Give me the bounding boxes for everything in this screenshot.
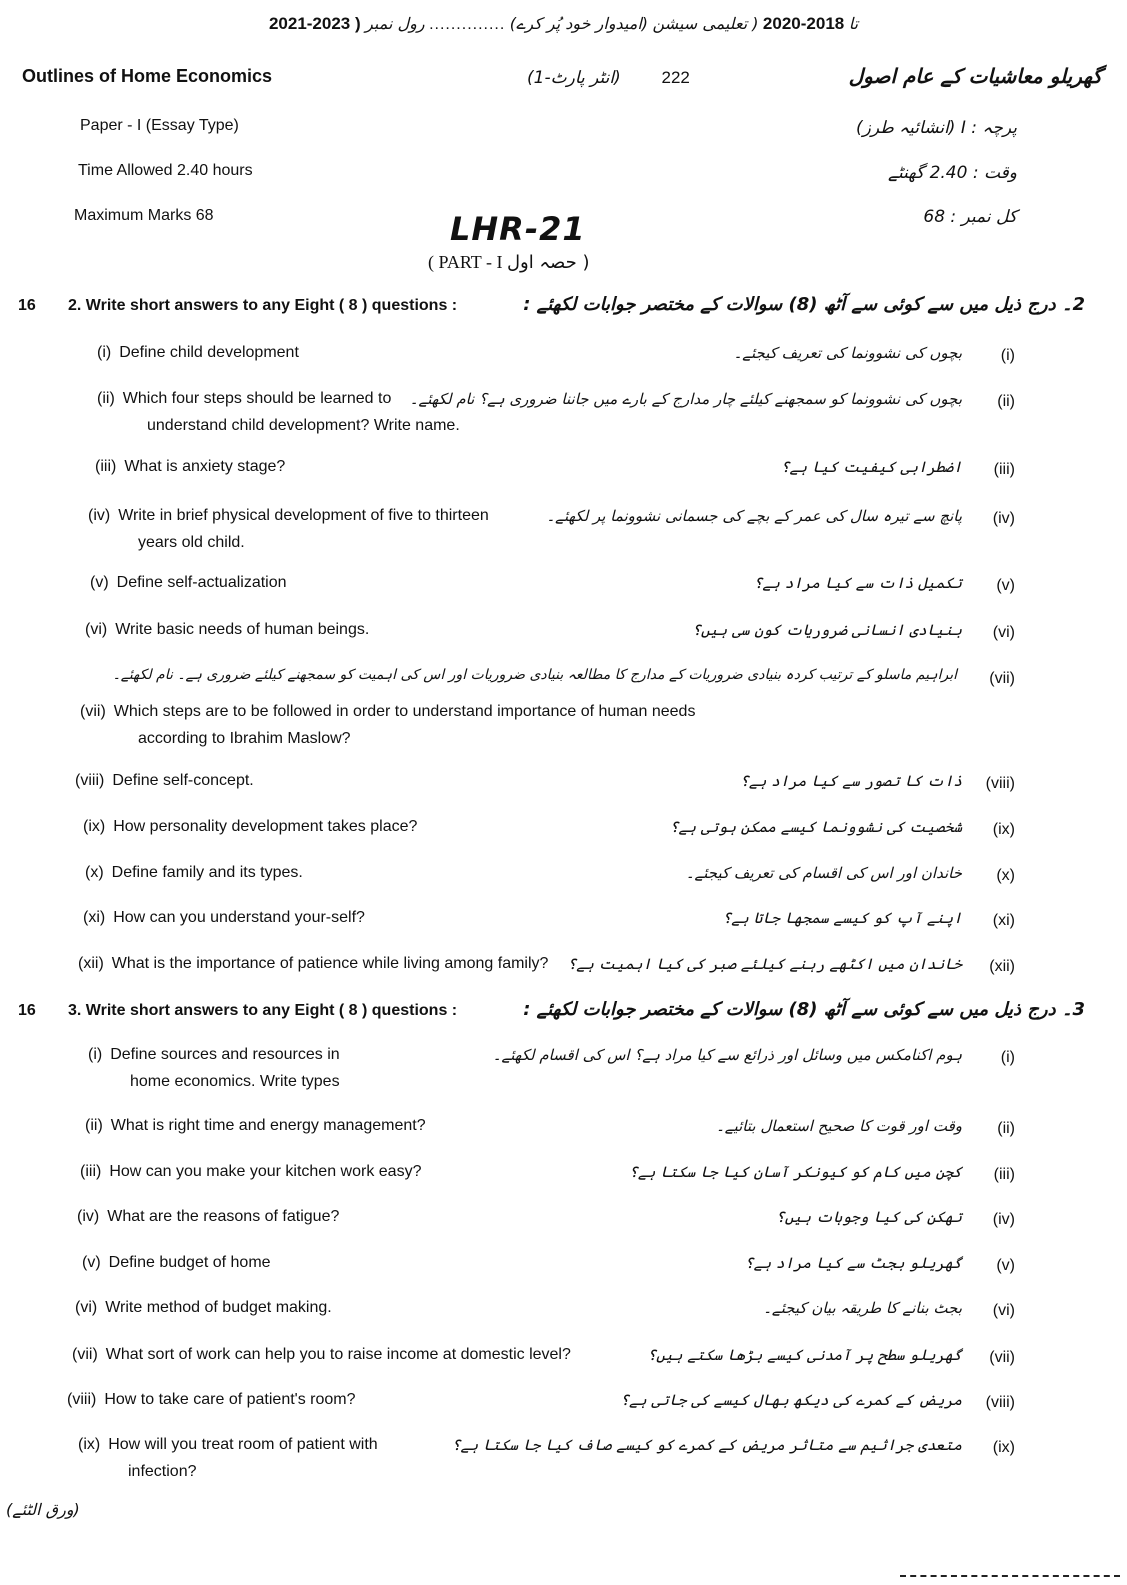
question-item-en xyxy=(85,621,369,639)
question-text-en-continued: home economics. Write types xyxy=(130,1073,340,1090)
session-year-1: 2018-2020 xyxy=(762,14,845,33)
question-item-en xyxy=(85,1117,426,1135)
paper-type-en: Paper - I (Essay Type) xyxy=(80,117,239,134)
question-number-en: (viii) xyxy=(67,1391,97,1408)
question-text-ur: گھریلو سطح پر آمدنی کیسے بڑھا سکتے ہیں؟ xyxy=(647,1346,962,1364)
question-item-en xyxy=(90,574,287,592)
session-label: ( تعلیمی سیشن xyxy=(652,14,759,33)
roll-note: (امیدوار خود پُر کرے) xyxy=(509,14,649,33)
question-number-ur: (iii) xyxy=(993,461,1015,478)
question-number-en: (v) xyxy=(90,574,109,591)
question-number-ur: (v) xyxy=(996,1257,1015,1274)
question-number-en: (iii) xyxy=(80,1163,102,1180)
section-2-marks: 16 xyxy=(18,297,36,314)
question-text-en: What sort of work can help you to raise income at domestic level? xyxy=(105,1346,571,1363)
question-number-ur: (ix) xyxy=(992,821,1015,838)
question-text-ur: مریض کے کمرے کی دیکھ بھال کیسے کی جاتی ہے؟ xyxy=(620,1391,962,1409)
time-allowed-ur: وقت : 2.40 گھنٹے xyxy=(888,163,1017,183)
question-text-ur: ابراہیم ماسلو کے ترتیب کردہ بنیادی ضروریات کے مدارج کا مطالعہ بنیادی ضروریات اور اس کی اہمیت کو سمجھنے کیلئے ضروری ہے۔ نام لکھئے۔ xyxy=(112,667,957,683)
question-number-ur: (iv) xyxy=(992,1211,1015,1228)
subject-title-en: Outlines of Home Economics xyxy=(22,66,273,86)
question-number-en: (vi) xyxy=(75,1299,98,1316)
roll-number-blank: .............. xyxy=(429,16,506,33)
part-heading-ur: حصہ اول ) xyxy=(506,252,590,273)
question-number-en: (x) xyxy=(85,864,104,881)
question-text-ur: تھکن کی کیا وجوہات ہیں؟ xyxy=(775,1208,962,1226)
question-text-en-continued: infection? xyxy=(128,1463,197,1480)
question-text-ur: بچوں کی نشوونما کو سمجھنے کیلئے چار مدارج کے بارے میں جاننا ضروری ہے؟ نام لکھئے۔ xyxy=(409,390,962,408)
question-number-en: (iii) xyxy=(95,458,117,475)
question-item-en xyxy=(83,909,365,927)
session-and: تا xyxy=(848,14,859,33)
question-number-ur: (v) xyxy=(996,577,1015,594)
question-text-ur: ہوم اکنامکس میں وسائل اور ذرائع سے کیا مراد ہے؟ اس کی اقسام لکھئے۔ xyxy=(492,1046,962,1064)
section-2-heading-ur: 2۔ درج ذیل میں سے کوئی سے آٹھ (8) سوالات کے مختصر جوابات لکھئے : xyxy=(523,294,1085,315)
question-text-ur: اپنے آپ کو کیسے سمجھا جاتا ہے؟ xyxy=(722,909,962,927)
question-item-en xyxy=(97,390,391,408)
session-header xyxy=(0,14,1127,34)
part-heading xyxy=(428,252,589,273)
question-text-en: Define self-actualization xyxy=(116,574,287,591)
question-number-en: (iv) xyxy=(77,1208,100,1225)
question-text-en: How will you treat room of patient with xyxy=(108,1436,378,1453)
question-number-ur: (iii) xyxy=(993,1166,1015,1183)
question-item-en xyxy=(67,1391,356,1409)
question-item-en xyxy=(77,1208,339,1226)
board-stamp: LHR-21 xyxy=(450,210,586,248)
question-number-en: (ix) xyxy=(83,818,106,835)
question-item-en xyxy=(78,1436,378,1454)
question-text-en: How can you make your kitchen work easy? xyxy=(109,1163,422,1180)
question-number-en: (viii) xyxy=(75,772,105,789)
question-text-ur: تکمیل ذات سے کیا مراد ہے؟ xyxy=(753,574,962,592)
question-number-en: (vii) xyxy=(80,703,106,720)
question-number-en: (v) xyxy=(82,1254,101,1271)
section-3-heading-en xyxy=(68,1002,457,1020)
paper-code-ur: (انٹر پارٹ-1) xyxy=(527,68,621,88)
question-item-en xyxy=(88,507,489,525)
question-number-ur: (i) xyxy=(1000,347,1015,364)
question-number-en: (xi) xyxy=(83,909,106,926)
question-number-en: (i) xyxy=(97,344,112,361)
question-text-en: Define family and its types. xyxy=(111,864,303,881)
question-item-en xyxy=(97,344,299,362)
max-marks-en: Maximum Marks 68 xyxy=(74,207,214,224)
question-item-en xyxy=(88,1046,340,1064)
question-item-en xyxy=(75,772,254,790)
question-number-ur: (vi) xyxy=(992,624,1015,641)
question-number-en: (ii) xyxy=(85,1117,103,1134)
question-item-en xyxy=(75,1299,332,1317)
question-number-ur: (vii) xyxy=(989,670,1015,687)
question-number-ur: (ii) xyxy=(997,393,1015,410)
section-2-number: 2. xyxy=(68,297,82,314)
question-number-en: (vii) xyxy=(72,1346,98,1363)
question-number-ur: (iv) xyxy=(992,510,1015,527)
question-text-ur: ذات کا تصور سے کیا مراد ہے؟ xyxy=(740,772,962,790)
question-text-en: What are the reasons of fatigue? xyxy=(107,1208,340,1225)
question-text-en: Write method of budget making. xyxy=(105,1299,332,1316)
question-text-en: Write basic needs of human beings. xyxy=(115,621,370,638)
section-3-number: 3. xyxy=(68,1002,82,1019)
question-text-en: How personality development takes place? xyxy=(113,818,418,835)
question-number-ur: (xii) xyxy=(989,958,1015,975)
question-text-en: Define child development xyxy=(119,344,299,361)
question-text-ur: متعدی جراثیم سے متاثر مریض کے کمرے کو کیسے صاف کیا جا سکتا ہے؟ xyxy=(451,1436,962,1454)
paper-code-number: 222 xyxy=(661,68,690,87)
question-number-en: (vi) xyxy=(85,621,108,638)
question-number-en: (xii) xyxy=(78,955,104,972)
question-text-ur: کچن میں کام کو کیونکر آسان کیا جا سکتا ہے؟ xyxy=(629,1163,962,1181)
question-number-ur: (viii) xyxy=(985,775,1015,792)
session-year-2: 2021-2023 ) xyxy=(268,14,361,33)
question-item-en xyxy=(78,955,548,973)
question-item-en xyxy=(82,1254,271,1272)
paper-type-ur: پرچہ : I (انشائیہ طرز) xyxy=(856,118,1017,138)
question-number-en: (ix) xyxy=(78,1436,101,1453)
turn-over-note: (ورق الٹئے) xyxy=(6,1500,80,1519)
question-text-en-continued: understand child development? Write name. xyxy=(147,417,460,434)
question-text-en: Define self-concept. xyxy=(112,772,254,789)
question-text-ur: خاندان میں اکٹھے رہنے کیلئے صبر کی کیا اہمیت ہے؟ xyxy=(567,955,962,973)
question-text-en-continued: according to Ibrahim Maslow? xyxy=(138,730,351,747)
question-item-en xyxy=(72,1346,571,1364)
question-number-ur: (viii) xyxy=(985,1394,1015,1411)
question-text-ur: خاندان اور اس کی اقسام کی تعریف کیجئے۔ xyxy=(685,864,962,882)
question-text-ur: گھریلو بجٹ سے کیا مراد ہے؟ xyxy=(744,1254,962,1272)
question-text-en: Write in brief physical development of five to thirteen xyxy=(118,507,489,524)
subject-title-ur: گھریلو معاشیات کے عام اصول xyxy=(848,64,1102,88)
question-item-en xyxy=(83,818,417,836)
question-text-en: What is anxiety stage? xyxy=(124,458,286,475)
question-item-en xyxy=(80,703,695,721)
question-item-en xyxy=(85,864,303,882)
question-item-en xyxy=(80,1163,421,1181)
paper-code xyxy=(527,68,690,88)
question-number-en: (ii) xyxy=(97,390,115,407)
question-number-ur: (ix) xyxy=(992,1439,1015,1456)
question-text-ur: پانچ سے تیرہ سال کی عمر کے بچے کی جسمانی نشوونما پر لکھئے۔ xyxy=(546,507,962,525)
section-2-instruction: Write short answers to any Eight ( 8 ) questions : xyxy=(85,297,458,314)
question-item-en xyxy=(95,458,285,476)
question-text-en: What is the importance of patience while living among family? xyxy=(111,955,549,972)
question-number-ur: (xi) xyxy=(992,912,1015,929)
question-text-ur: وقت اور قوت کا صحیح استعمال بتائیے۔ xyxy=(716,1117,962,1135)
question-text-en: What is right time and energy management? xyxy=(110,1117,426,1134)
question-number-ur: (vii) xyxy=(989,1349,1015,1366)
question-text-ur: بجٹ بنانے کا طریقہ بیان کیجئے۔ xyxy=(763,1299,962,1317)
question-number-en: (iv) xyxy=(88,507,111,524)
max-marks-ur: کل نمبر : 68 xyxy=(923,207,1017,227)
section-3-heading-ur: 3۔ درج ذیل میں سے کوئی سے آٹھ (8) سوالات کے مختصر جوابات لکھئے : xyxy=(523,999,1085,1020)
roll-number-label: رول نمبر xyxy=(365,14,425,33)
question-text-en: Which steps are to be followed in order to understand importance of human needs xyxy=(113,703,696,720)
section-3-instruction: Write short answers to any Eight ( 8 ) questions : xyxy=(85,1002,458,1019)
question-number-ur: (ii) xyxy=(997,1120,1015,1137)
section-2-heading-en xyxy=(68,297,457,315)
question-number-en: (i) xyxy=(88,1046,103,1063)
section-3-marks: 16 xyxy=(18,1002,36,1019)
question-number-ur: (i) xyxy=(1000,1049,1015,1066)
question-text-en-continued: years old child. xyxy=(138,534,245,551)
question-text-en: How can you understand your-self? xyxy=(113,909,365,926)
part-heading-en: ( PART - I xyxy=(428,252,503,272)
question-text-en: Define sources and resources in xyxy=(110,1046,340,1063)
question-text-ur: اضطرابی کیفیت کیا ہے؟ xyxy=(780,458,962,476)
question-text-en: How to take care of patient's room? xyxy=(104,1391,356,1408)
question-text-ur: بنیادی انسانی ضروریات کون سی ہیں؟ xyxy=(692,621,962,639)
question-text-en: Define budget of home xyxy=(108,1254,271,1271)
question-text-en: Which four steps should be learned to xyxy=(122,390,392,407)
question-text-ur: شخصیت کی نشوونما کیسے ممکن ہوتی ہے؟ xyxy=(669,818,962,836)
footer-rule xyxy=(900,1575,1120,1580)
question-number-ur: (x) xyxy=(996,867,1015,884)
question-number-ur: (vi) xyxy=(992,1302,1015,1319)
question-text-ur: بچوں کی نشوونما کی تعریف کیجئے۔ xyxy=(733,344,962,362)
time-allowed-en: Time Allowed 2.40 hours xyxy=(78,162,253,179)
